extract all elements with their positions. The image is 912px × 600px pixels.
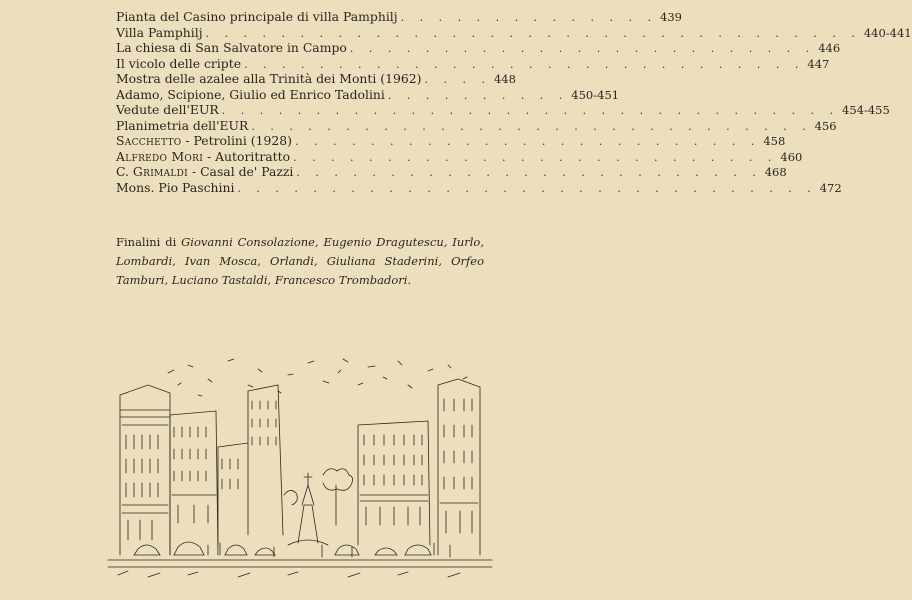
toc-entry-title: Planimetria dell'EUR bbox=[116, 117, 249, 133]
toc-leader-dots: . . . . . . . . . . . . . . . . . . . . . . . . . . . . . . . bbox=[237, 181, 817, 195]
toc-entry bbox=[116, 24, 912, 41]
artwork-title: - Petrolini (1928) bbox=[181, 133, 292, 148]
artist-name: Sacchetto bbox=[116, 133, 182, 148]
toc-entry-page: 450-451 bbox=[571, 87, 620, 102]
artwork-title: - Casal de' Pazzi bbox=[188, 164, 294, 179]
credits-artist-names: Giovanni Consolazione, Eugenio Dragutescu, Iurlo, Lombardi, Ivan Mosca, Orlandi, Giuliana Staderini, Orfeo Tamburi, Luciano Tastaldi, Francesco Trombadori bbox=[116, 235, 485, 287]
toc-entry-title: La chiesa di San Salvatore in Campo bbox=[116, 40, 347, 55]
toc-entry-page: 454-455 bbox=[842, 103, 890, 117]
toc-entry-page: 460 bbox=[780, 149, 803, 164]
toc-entry bbox=[116, 179, 842, 196]
toc-leader-dots: . . . . . . . . . . bbox=[387, 88, 569, 102]
toc-entry bbox=[116, 164, 787, 180]
artist-name: Grimaldi bbox=[132, 164, 189, 179]
toc-leader-dots: . . . . . . . . . . . . . . . . . . . . . . . . . . . . . . . . . bbox=[221, 104, 839, 117]
toc-entry-title: Villa Pamphilj bbox=[116, 24, 203, 40]
artist-initial: C. bbox=[116, 164, 133, 179]
piazza-sketch-illustration bbox=[108, 355, 492, 583]
toc-entry bbox=[116, 55, 830, 72]
toc-entry bbox=[116, 133, 786, 149]
toc-entry-page: 439 bbox=[660, 10, 682, 24]
artwork-title: - Autoritratto bbox=[203, 148, 291, 164]
toc-leader-dots: . . . . . . . . . . . . . . . . . . . . . . . . . . . . . . . . . . . bbox=[205, 26, 861, 40]
toc-entry bbox=[116, 40, 841, 56]
toc-leader-dots: . . . . . . . . . . . . . . . . . . . . . . . . . bbox=[296, 166, 762, 179]
credits-suffix: . bbox=[407, 273, 412, 287]
toc-entry-title bbox=[116, 149, 290, 165]
toc-entry-title: Il vicolo delle cripte bbox=[116, 55, 242, 71]
toc-entry-title: Pianta del Casino principale di villa Pamphilj bbox=[116, 9, 398, 24]
toc-entry bbox=[116, 148, 803, 165]
illustrations-index bbox=[116, 9, 912, 195]
toc-entry-page: 448 bbox=[493, 72, 516, 86]
toc-entry bbox=[116, 86, 620, 103]
toc-entry-page: 468 bbox=[764, 165, 787, 179]
toc-leader-dots: . . . . . . . . . . . . . . bbox=[400, 11, 658, 24]
toc-entry bbox=[116, 9, 682, 25]
toc-entry-page: 440-441 bbox=[863, 25, 912, 40]
toc-entry-title bbox=[116, 133, 292, 149]
toc-entry bbox=[116, 71, 516, 87]
toc-entry-title: Mostra delle azalee alla Trinità dei Monti (1962) bbox=[116, 71, 422, 86]
pen-sketch-drawing bbox=[108, 355, 492, 583]
toc-entry-page: 447 bbox=[807, 56, 830, 71]
toc-entry-title: Vedute dell'EUR bbox=[116, 102, 219, 117]
toc-entry-title bbox=[116, 164, 293, 180]
credits-prefix: Finalini di bbox=[116, 235, 182, 249]
toc-entry-page: 458 bbox=[763, 134, 786, 148]
toc-leader-dots: . . . . . . . . . . . . . . . . . . . . . . . . . bbox=[349, 42, 816, 55]
toc-entry-title: Adamo, Scipione, Giulio ed Enrico Tadolini bbox=[116, 86, 385, 102]
toc-leader-dots: . . . . bbox=[424, 73, 491, 86]
toc-leader-dots: . . . . . . . . . . . . . . . . . . . . . . . . . bbox=[295, 135, 761, 148]
toc-entry bbox=[116, 102, 890, 118]
toc-entry bbox=[116, 117, 837, 134]
finalini-credits bbox=[116, 233, 484, 290]
toc-leader-dots: . . . . . . . . . . . . . . . . . . . . . . . . . . . . . . bbox=[244, 57, 805, 71]
toc-entry-page: 446 bbox=[818, 41, 841, 55]
toc-leader-dots: . . . . . . . . . . . . . . . . . . . . . . . . . . bbox=[293, 150, 778, 164]
artist-name: Alfredo Mori bbox=[116, 148, 204, 164]
toc-leader-dots: . . . . . . . . . . . . . . . . . . . . . . . . . . . . . . bbox=[251, 119, 812, 133]
toc-entry-page: 456 bbox=[814, 118, 837, 133]
toc-entry-title: Mons. Pio Paschini bbox=[116, 179, 235, 195]
toc-entry-page: 472 bbox=[819, 180, 842, 195]
